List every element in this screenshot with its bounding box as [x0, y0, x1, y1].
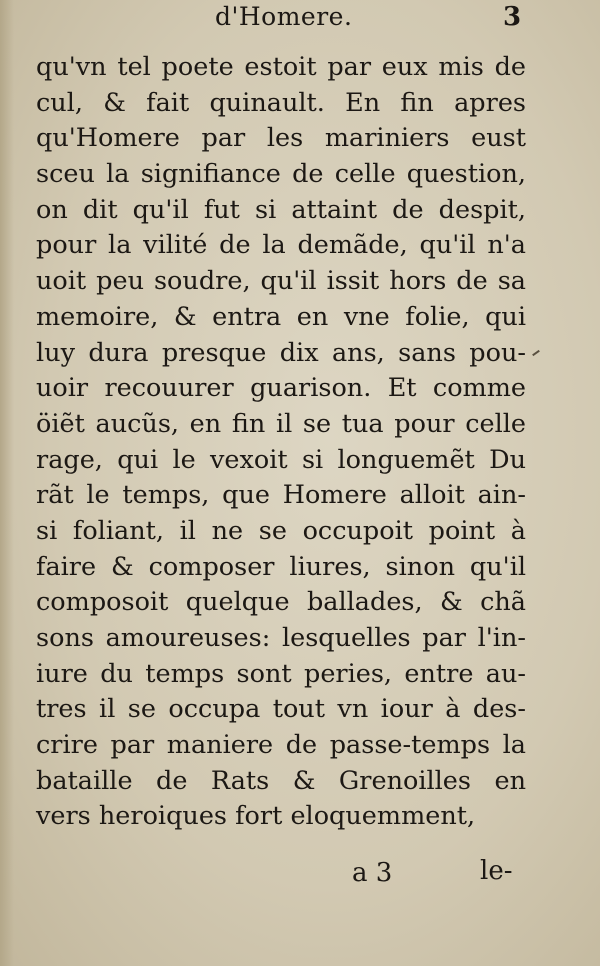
text-line: si foliant, il ne se occupoit point à — [36, 515, 526, 546]
text-line: sons amoureuses: lesquelles par l'in- — [36, 623, 526, 653]
body-text — [36, 50, 526, 835]
text-line: tres il se occupa tout vn iour à des- — [36, 694, 526, 725]
text-line: bataille de Rats & Grenoilles en — [36, 765, 526, 796]
text-line: sceu la signifiance de celle question, — [36, 159, 526, 190]
text-line: qu'vn tel poete estoit par eux mis de — [36, 52, 526, 82]
text-line: rage, qui le vexoit si longuemẽt Du — [36, 444, 526, 475]
text-line: rãt le temps, que Homere alloit ain- — [36, 480, 526, 511]
signature-mark: a 3 — [352, 858, 393, 888]
text-line: vers heroiques fort eloquemment, — [36, 801, 476, 832]
running-head: d'Homere. — [215, 2, 353, 31]
page-gutter-shadow — [0, 0, 14, 966]
text-line: on dit qu'il fut si attaint de despit, — [36, 194, 526, 225]
text-line: cul, & fait quinault. En fin apres — [36, 87, 526, 118]
text-line: uoit peu soudre, qu'il issit hors de sa — [36, 266, 526, 297]
catchword: le- — [480, 856, 513, 886]
text-line: iure du temps sont peries, entre au- — [36, 658, 526, 689]
page-number: 3 — [503, 2, 522, 32]
text-line: crire par maniere de passe-temps la — [36, 730, 526, 761]
text-line: faire & composer liures, sinon qu'il — [36, 551, 526, 582]
text-line: composoit quelque ballades, & chã — [36, 587, 526, 618]
text-line: luy dura presque dix ans, sans pou- — [36, 337, 526, 368]
text-line: qu'Homere par les mariniers eust — [36, 123, 526, 154]
margin-mark — [532, 350, 540, 356]
text-line: pour la vilité de la demãde, qu'il n'a — [36, 230, 526, 261]
text-line: uoir recouurer guarison. Et comme — [36, 373, 526, 404]
text-line: öiẽt aucũs, en fin il se tua pour celle — [36, 408, 526, 439]
text-line: memoire, & entra en vne folie, qui — [36, 301, 526, 332]
